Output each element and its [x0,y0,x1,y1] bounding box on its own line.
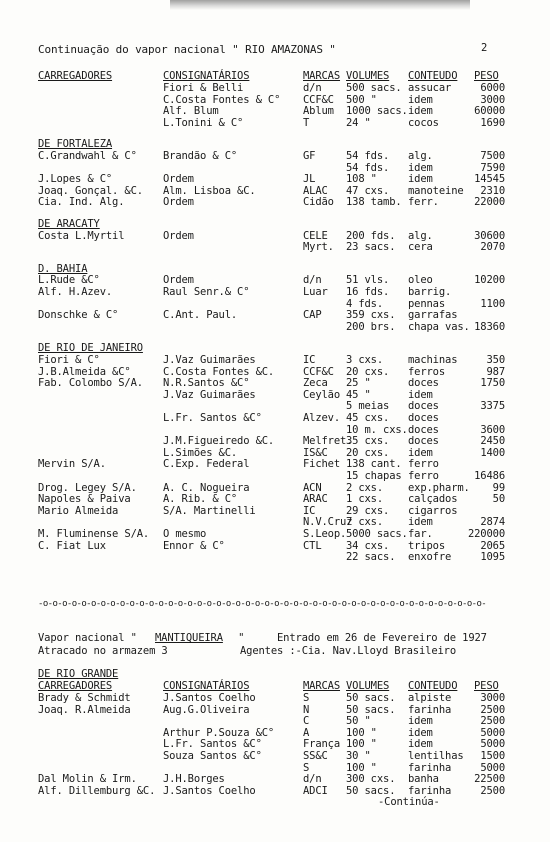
table-row [0,692,550,704]
header-volumes: VOLUMES [346,680,390,692]
cell-marca: CAP [303,309,322,322]
cell-marca: Myrt. [303,241,334,254]
table-row [0,704,550,716]
cell-marca: Ceylão [303,388,341,401]
cell-conteudo: farinha [408,761,452,774]
cell-marca: ACN [303,481,322,494]
cell-consignatario: Raul Senr.& C° [163,286,250,298]
table-row [0,366,550,378]
section-name: DE ARACATY [38,218,100,230]
header-marca: MARCAS [303,70,341,82]
cell-peso: 6000 [480,82,505,94]
cell-consignatario: A. C. Nogueira [163,481,250,494]
vessel-suffix: " [232,632,245,644]
cell-volumes: 300 cxs. [346,773,396,786]
cell-volumes: 2 cxs. [346,481,384,494]
cell-carregador: M. Fluminense S/A. [38,528,150,540]
cell-marca: N [303,703,310,716]
cell-peso: 2450 [480,435,505,448]
cell-conteudo: farinha [408,784,452,797]
cell-conteudo: farinha [408,703,452,716]
cell-volumes: 10 m. cxs. [346,423,408,436]
cell-consignatario: L.Fr. Santos &C° [163,412,262,424]
cell-consignatario: A. Rib. & C° [163,493,238,506]
cell-conteudo: idem [408,388,433,401]
cell-peso: 350 [486,354,505,366]
cell-volumes: 200 fds. [346,229,396,242]
cell-carregador: Drog. Legey S/A. [38,481,137,494]
cell-conteudo: pennas [408,297,446,310]
cell-volumes: 54 fds. [346,161,390,174]
cell-carregador: Napoles & Paiva [38,493,131,506]
cell-volumes: 50 sacs. [346,703,396,716]
cell-carregador: Mario Almeida [38,504,119,517]
document-title [0,44,550,56]
header-peso: PESO [474,680,499,692]
table-row [0,715,550,727]
cell-consignatario: Ordem [163,173,194,186]
table-row [0,528,550,540]
cell-conteudo: cigarros [408,504,458,517]
cell-conteudo: idem [408,105,433,118]
cell-peso: 60000 [474,105,505,118]
cell-peso: 16486 [474,470,505,482]
table-row [0,354,550,366]
table-row [0,551,550,563]
table-row [0,773,550,785]
header-volumes: VOLUMES [346,70,390,82]
cell-volumes: 4 fds. [346,297,384,310]
cell-marca: Luar [303,286,328,298]
vessel-name: MANTIQUEIRA [155,632,223,644]
cell-peso: 220000 [467,528,505,540]
table-row [0,274,550,286]
table-row [0,162,550,174]
cell-conteudo: idem [408,93,433,106]
cell-volumes: 138 cant. [346,458,402,471]
scan-shadow [170,0,470,10]
cell-marca: IC [303,504,316,517]
cell-marca: N.V.Cruz [303,516,353,529]
cell-marca: ARAC [303,493,328,506]
cell-consignatario: Alm. Lisboa &C. [163,184,256,197]
cell-volumes: 16 fds. [346,286,390,298]
table-row [0,400,550,412]
cell-volumes: 54 fds. [346,150,390,162]
cell-conteudo: doces [408,377,439,390]
table-row [0,321,550,333]
cell-peso: 22000 [474,196,505,209]
continues-note [0,796,550,808]
table-row [0,435,550,447]
cell-volumes: 30 " [346,750,371,762]
cell-consignatario: C.Costa Fontes & C° [163,93,281,106]
cell-peso: 2874 [480,516,505,529]
cell-peso: 18360 [474,320,505,333]
cell-marca: C [303,715,310,728]
cell-consignatario: Ordem [163,196,194,209]
cell-marca: CTL [303,539,322,552]
cell-consignatario: Ordem [163,274,194,287]
cell-volumes: 500 sacs. [346,82,402,94]
table-row [0,389,550,401]
table-row [0,540,550,552]
header-consignatario: CONSIGNATÁRIOS [163,70,250,82]
table-row [0,105,550,117]
cell-peso: 5000 [480,726,505,739]
cell-marca: JL [303,173,316,186]
cell-volumes: 35 cxs. [346,435,390,448]
cell-conteudo: garrafas [408,309,458,322]
cell-volumes: 47 cxs. [346,184,390,197]
header-carregador: CARREGADORES [38,70,113,82]
cell-marca: SS&C [303,750,328,762]
table-row [0,117,550,129]
cell-carregador: Alf. H.Azev. [38,286,113,298]
cell-conteudo: chapa vas. [408,320,470,333]
cell-consignatario: Souza Santos &C° [163,750,262,762]
cell-conteudo: far. [408,528,433,540]
cell-conteudo: cera [408,241,433,254]
section-name: DE RIO DE JANEIRO [38,342,143,355]
section-heading [0,138,550,150]
cell-volumes: 15 chapas [346,470,402,482]
cell-carregador: Brady & Schmidt [38,692,131,704]
cell-conteudo: assucar [408,82,452,94]
cell-volumes: 100 " [346,726,377,739]
cell-conteudo: calçados [408,493,458,506]
cell-peso: 1400 [480,446,505,459]
section-name: DE RIO GRANDE [38,668,119,680]
cell-peso: 10200 [474,274,505,287]
header-consignatario: CONSIGNATÁRIOS [163,680,250,692]
table-row [0,493,550,505]
cell-peso: 22500 [474,773,505,786]
cell-conteudo: idem [408,161,433,174]
table-row [0,196,550,208]
cell-consignatario: C.Exp. Federal [163,458,250,471]
vessel-line [0,632,550,644]
cell-peso: 3375 [480,400,505,413]
cell-consignatario: Alf. Blum [163,105,219,118]
cell-peso: 3000 [480,93,505,106]
table-row [0,458,550,470]
cell-consignatario: J.Santos Coelho [163,784,256,797]
section-heading [0,342,550,354]
cell-conteudo: banha [408,773,439,786]
cell-marca: França [303,738,341,751]
cell-peso: 2065 [480,539,505,552]
section-heading [0,668,550,680]
vessel-prefix: Vapor nacional " [38,632,143,644]
cell-volumes: 5000 sacs. [346,528,408,540]
cell-marca: d/n [303,82,322,94]
column-header [0,680,550,692]
cell-conteudo: ferros [408,365,446,378]
cell-volumes: 45 cxs. [346,412,390,424]
cell-volumes: 5 meias [346,400,390,413]
cell-marca: IS&C [303,446,328,459]
cell-volumes: 34 cxs. [346,539,390,552]
cell-carregador: C.Grandwahl & C° [38,150,137,162]
cell-marca: d/n [303,274,322,287]
cell-peso: 3000 [480,692,505,704]
cell-volumes: 23 sacs. [346,241,396,254]
cell-conteudo: doces [408,435,439,448]
cell-marca: A [303,726,310,739]
cell-conteudo: idem [408,738,433,751]
cell-carregador: Joaq. Gonçal. &C. [38,184,143,197]
table-row [0,230,550,242]
cell-consignatario: O mesmo [163,528,207,540]
cell-marca: S [303,692,310,704]
continues-text: -Continúa- [378,796,440,809]
table-row [0,377,550,389]
cell-peso: 99 [492,481,505,494]
cell-conteudo: barrig. [408,286,452,298]
table-row [0,185,550,197]
cell-volumes: 1000 sacs. [346,105,408,118]
cell-volumes: 24 " [346,116,371,129]
table-row [0,738,550,750]
arrival-date: Entrado em 26 de Fevereiro de 1927 [277,632,487,644]
warehouse: Atracado no armazem 3 [38,645,168,657]
cell-peso: 1750 [480,377,505,390]
cell-conteudo: doces [408,423,439,436]
section-name: D. BAHIA [38,262,88,275]
cell-marca: GF [303,150,316,162]
cell-conteudo: alg. [408,150,433,162]
cell-peso: 30600 [474,229,505,242]
cell-conteudo: tripos [408,539,446,552]
table-row [0,470,550,482]
cell-volumes: 50 " [346,715,371,728]
table-row [0,762,550,774]
cell-marca: CELE [303,229,328,242]
cell-carregador: Alf. Dillemburg &C. [38,784,156,797]
cell-volumes: 3 cxs. [346,354,384,366]
page-number: 2 [481,42,488,54]
cell-volumes: 20 cxs. [346,365,390,378]
cell-peso: 5000 [480,738,505,751]
cell-peso: 2070 [480,241,505,254]
cell-consignatario: J.Vaz Guimarães [163,388,256,401]
cell-carregador: J.B.Almeida &C° [38,365,131,378]
cell-conteudo: ferro [408,470,439,482]
cell-volumes: 100 " [346,761,377,774]
table-row [0,241,550,253]
cell-conteudo: idem [408,715,433,728]
cell-peso: 7500 [480,150,505,162]
section-divider: -o-o-o-o-o-o-o-o-o-o-o-o-o-o-o-o-o-o-o-o-o-o-o-o-o-o-o-o-o-o-o-o-o-o-o-o-o-o-o-o-o-o-o-o-o-o- [38,599,487,609]
agents: Agentes :-Cia. Nav.Lloyd Brasileiro [240,645,457,657]
cell-peso: 5000 [480,761,505,774]
cell-peso: 7590 [480,161,505,174]
table-row [0,94,550,106]
header-peso: PESO [474,70,499,82]
cell-peso: 1095 [480,551,505,564]
cell-volumes: 359 cxs. [346,309,396,322]
cell-volumes: 20 cxs. [346,446,390,459]
cell-carregador: Costa L.Myrtil [38,229,125,242]
cell-conteudo: idem [408,446,433,459]
cell-peso: 2310 [480,184,505,197]
cell-volumes: 138 tamb. [346,196,402,209]
cell-peso: 14545 [474,173,505,186]
cell-carregador: Fab. Colombo S/A. [38,377,143,390]
cell-conteudo: lentilhas [408,750,464,762]
table-row [0,150,550,162]
cell-marca: CCF&C [303,93,334,106]
header-conteudo: CONTEUDO [408,680,458,692]
cell-consignatario: J.Vaz Guimarães [163,354,256,366]
cell-consignatario: Fiori & Belli [163,82,244,94]
cell-peso: 2500 [480,703,505,716]
cell-marca: Ablum [303,105,334,118]
cell-conteudo: doces [408,412,439,424]
cell-consignatario: J.H.Borges [163,773,225,786]
cell-marca: IC [303,354,316,366]
cell-volumes: 1 cxs. [346,493,384,506]
cell-carregador: Joaq. R.Almeida [38,703,131,716]
cell-marca: ADCI [303,784,328,797]
cell-conteudo: enxofre [408,551,452,564]
cell-conteudo: idem [408,726,433,739]
cell-consignatario: J.M.Figueiredo &C. [163,435,275,448]
cell-conteudo: manoteine [408,184,464,197]
cell-marca: T [303,116,310,129]
cell-consignatario: C.Costa Fontes &C. [163,365,275,378]
cell-conteudo: idem [408,173,433,186]
cell-marca: d/n [303,773,322,786]
cell-marca: S.Leop. [303,528,347,540]
cell-carregador: Mervin S/A. [38,458,106,471]
cell-volumes: 108 " [346,173,377,186]
table-row [0,482,550,494]
cell-marca: Alzev. [303,412,341,424]
cell-consignatario: C.Ant. Paul. [163,309,238,322]
cell-volumes: 29 cxs. [346,504,390,517]
cell-marca: CCF&C [303,365,334,378]
header-carregador: CARREGADORES [38,680,113,692]
table-row [0,298,550,310]
cell-consignatario: L.Fr. Santos &C° [163,738,262,751]
cell-volumes: 45 " [346,388,371,401]
table-row [0,424,550,436]
section-name: DE FORTALEZA [38,138,113,151]
header-marca: MARCAS [303,680,341,692]
cell-carregador: L.Rude &C° [38,274,100,287]
table-row [0,727,550,739]
cell-volumes: 7 cxs. [346,516,384,529]
cell-consignatario: L.Tonini & C° [163,116,244,129]
cell-consignatario: N.R.Santos &C° [163,377,250,390]
cell-conteudo: alg. [408,229,433,242]
cell-volumes: 51 vls. [346,274,390,287]
table-row [0,309,550,321]
cell-carregador: Fiori & C° [38,354,100,366]
cell-consignatario: Arthur P.Souza &C° [163,726,275,739]
cell-marca: Melfret. [303,435,353,448]
cell-conteudo: idem [408,516,433,529]
cell-conteudo: alpiste [408,692,452,704]
table-row [0,785,550,797]
cell-peso: 1690 [480,116,505,129]
section-heading [0,263,550,275]
section-heading [0,218,550,230]
cell-carregador: J.Lopes & C° [38,173,113,186]
cell-peso: 1500 [480,750,505,762]
cell-conteudo: oleo [408,274,433,287]
cell-marca: Cidão [303,196,334,209]
cell-volumes: 25 " [346,377,371,390]
table-row [0,505,550,517]
cell-marca: ALAC [303,184,328,197]
column-header [0,70,550,82]
cell-volumes: 50 sacs. [346,784,396,797]
cell-marca: S [303,761,310,774]
cell-carregador: C. Fiat Lux [38,539,106,552]
cell-peso: 2500 [480,784,505,797]
cell-consignatario: Brandão & C° [163,150,238,162]
cell-conteudo: ferr. [408,196,439,209]
cell-conteudo: cocos [408,116,439,129]
table-row [0,516,550,528]
table-row [0,412,550,424]
cell-conteudo: doces [408,400,439,413]
table-row [0,286,550,298]
cell-carregador: Donschke & C° [38,309,119,322]
cell-carregador: Dal Molin & Irm. [38,773,137,786]
table-row [0,173,550,185]
cell-consignatario: Aug.G.Oliveira [163,703,250,716]
cell-peso: 1100 [480,297,505,310]
cell-peso: 987 [486,365,505,378]
cell-volumes: 200 brs. [346,320,396,333]
cell-conteudo: machinas [408,354,458,366]
cell-peso: 50 [492,493,505,506]
cell-peso: 3600 [480,423,505,436]
cell-consignatario: J.Santos Coelho [163,692,256,704]
table-row [0,82,550,94]
header-conteudo: CONTEUDO [408,70,458,82]
cell-consignatario: L.Simões &C. [163,446,238,459]
cell-conteudo: ferro [408,458,439,471]
table-row [0,447,550,459]
cell-volumes: 22 sacs. [346,551,396,564]
title-text: Continuação do vapor nacional " RIO AMAZONAS " [38,43,336,56]
vessel-line-2 [0,645,550,657]
table-row [0,750,550,762]
cell-marca: Zeca [303,377,328,390]
cell-consignatario: Ordem [163,229,194,242]
cell-volumes: 50 sacs. [346,692,396,704]
cell-conteudo: exp.pharm. [408,481,470,494]
cell-consignatario: Ennor & C° [163,539,225,552]
cell-volumes: 100 " [346,738,377,751]
cell-carregador: Cia. Ind. Alg. [38,196,125,209]
cell-consignatario: S/A. Martinelli [163,504,256,517]
cell-peso: 2500 [480,715,505,728]
cell-volumes: 500 " [346,93,377,106]
cell-marca: Fichet [303,458,341,471]
